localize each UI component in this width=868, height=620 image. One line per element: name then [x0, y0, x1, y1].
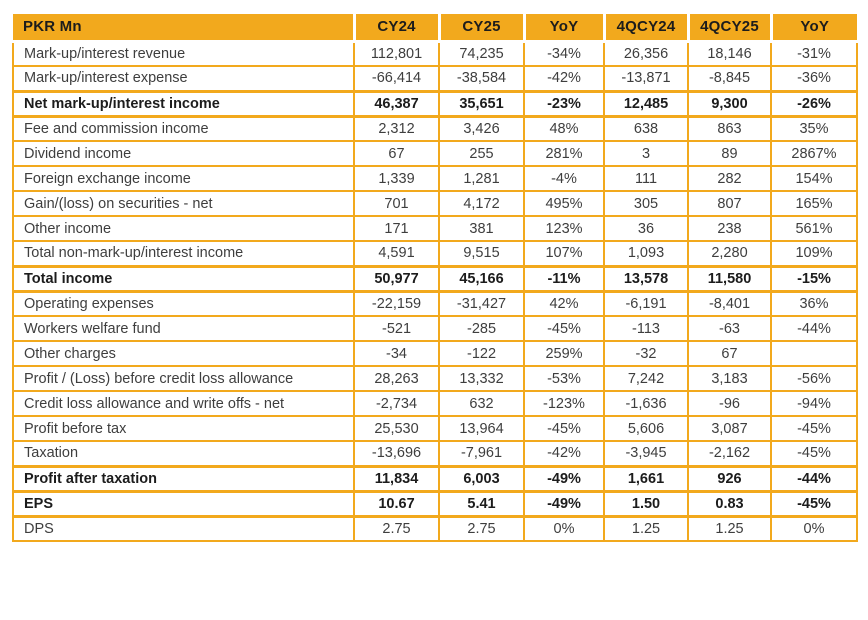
value-cell: 2,280	[688, 241, 771, 266]
table-row	[13, 466, 857, 491]
value-cell: -53%	[524, 366, 604, 391]
value-cell: -45%	[524, 316, 604, 341]
value-cell: -26%	[771, 91, 857, 116]
value-cell: 107%	[524, 241, 604, 266]
row-label: EPS	[13, 491, 354, 516]
value-cell: 165%	[771, 191, 857, 216]
value-cell: 36	[604, 216, 688, 241]
value-cell: 111	[604, 166, 688, 191]
value-cell: -38,584	[439, 66, 524, 91]
value-cell: 35,651	[439, 91, 524, 116]
value-cell: 1,339	[354, 166, 439, 191]
table-row	[13, 341, 857, 366]
value-cell: -122	[439, 341, 524, 366]
value-cell: 48%	[524, 116, 604, 141]
value-cell: 3,087	[688, 416, 771, 441]
row-label: Gain/(loss) on securities - net	[13, 191, 354, 216]
header-row	[13, 14, 857, 41]
table-row	[13, 416, 857, 441]
value-cell: -44%	[771, 466, 857, 491]
column-header-cell: 4QCY24	[604, 14, 688, 41]
value-cell: -2,162	[688, 441, 771, 466]
value-cell: 74,235	[439, 41, 524, 66]
value-cell: 2867%	[771, 141, 857, 166]
value-cell: -31%	[771, 41, 857, 66]
value-cell: 26,356	[604, 41, 688, 66]
table-row	[13, 66, 857, 91]
value-cell: 10.67	[354, 491, 439, 516]
value-cell: 67	[688, 341, 771, 366]
value-cell: 89	[688, 141, 771, 166]
value-cell: 5.41	[439, 491, 524, 516]
column-header-cell: CY25	[439, 14, 524, 41]
value-cell: 1,281	[439, 166, 524, 191]
value-cell: 0%	[524, 516, 604, 541]
value-cell: -521	[354, 316, 439, 341]
value-cell: -1,636	[604, 391, 688, 416]
table-row	[13, 216, 857, 241]
column-header-cell: 4QCY25	[688, 14, 771, 41]
value-cell: 13,578	[604, 266, 688, 291]
value-cell: -45%	[771, 441, 857, 466]
value-cell: -42%	[524, 441, 604, 466]
value-cell: -36%	[771, 66, 857, 91]
value-cell: -63	[688, 316, 771, 341]
value-cell: -11%	[524, 266, 604, 291]
value-cell: 863	[688, 116, 771, 141]
value-cell: -56%	[771, 366, 857, 391]
value-cell: 1.25	[604, 516, 688, 541]
column-header-cell: YoY	[524, 14, 604, 41]
value-cell: 1.50	[604, 491, 688, 516]
value-cell: -8,845	[688, 66, 771, 91]
value-cell: 0.83	[688, 491, 771, 516]
income-statement-table	[12, 14, 858, 542]
value-cell: 2,312	[354, 116, 439, 141]
value-cell: 381	[439, 216, 524, 241]
table-row	[13, 41, 857, 66]
value-cell: 282	[688, 166, 771, 191]
row-label: Mark-up/interest revenue	[13, 41, 354, 66]
table-row	[13, 241, 857, 266]
row-label: Taxation	[13, 441, 354, 466]
value-cell: 9,300	[688, 91, 771, 116]
value-cell	[771, 341, 857, 366]
row-label: Profit after taxation	[13, 466, 354, 491]
value-cell: 11,834	[354, 466, 439, 491]
row-label: Profit / (Loss) before credit loss allowance	[13, 366, 354, 391]
value-cell: 5,606	[604, 416, 688, 441]
table-row	[13, 266, 857, 291]
value-cell: -285	[439, 316, 524, 341]
value-cell: 701	[354, 191, 439, 216]
row-label: Profit before tax	[13, 416, 354, 441]
value-cell: 0%	[771, 516, 857, 541]
value-cell: -49%	[524, 466, 604, 491]
value-cell: -15%	[771, 266, 857, 291]
table-row	[13, 391, 857, 416]
table-row	[13, 316, 857, 341]
value-cell: -44%	[771, 316, 857, 341]
table-row	[13, 366, 857, 391]
value-cell: 255	[439, 141, 524, 166]
value-cell: 2.75	[439, 516, 524, 541]
value-cell: 13,964	[439, 416, 524, 441]
value-cell: -22,159	[354, 291, 439, 316]
value-cell: -31,427	[439, 291, 524, 316]
value-cell: 638	[604, 116, 688, 141]
value-cell: -49%	[524, 491, 604, 516]
value-cell: 13,332	[439, 366, 524, 391]
row-label: Other charges	[13, 341, 354, 366]
value-cell: -13,871	[604, 66, 688, 91]
value-cell: -45%	[771, 416, 857, 441]
row-label: Net mark-up/interest income	[13, 91, 354, 116]
unit-header-cell: PKR Mn	[13, 14, 354, 41]
value-cell: 18,146	[688, 41, 771, 66]
value-cell: 67	[354, 141, 439, 166]
value-cell: -7,961	[439, 441, 524, 466]
value-cell: 807	[688, 191, 771, 216]
value-cell: 123%	[524, 216, 604, 241]
row-label: Other income	[13, 216, 354, 241]
value-cell: 25,530	[354, 416, 439, 441]
value-cell: -23%	[524, 91, 604, 116]
value-cell: 154%	[771, 166, 857, 191]
table-row	[13, 166, 857, 191]
table-row	[13, 191, 857, 216]
row-label: Total non-mark-up/interest income	[13, 241, 354, 266]
value-cell: -34	[354, 341, 439, 366]
value-cell: 259%	[524, 341, 604, 366]
value-cell: 561%	[771, 216, 857, 241]
column-header-cell: CY24	[354, 14, 439, 41]
value-cell: 495%	[524, 191, 604, 216]
column-header-cell: YoY	[771, 14, 857, 41]
value-cell: 12,485	[604, 91, 688, 116]
row-label: Foreign exchange income	[13, 166, 354, 191]
value-cell: -32	[604, 341, 688, 366]
value-cell: 305	[604, 191, 688, 216]
value-cell: 9,515	[439, 241, 524, 266]
table-row	[13, 441, 857, 466]
value-cell: 42%	[524, 291, 604, 316]
value-cell: 46,387	[354, 91, 439, 116]
value-cell: -13,696	[354, 441, 439, 466]
value-cell: -3,945	[604, 441, 688, 466]
value-cell: -96	[688, 391, 771, 416]
value-cell: 1,661	[604, 466, 688, 491]
row-label: Operating expenses	[13, 291, 354, 316]
value-cell: -66,414	[354, 66, 439, 91]
value-cell: -34%	[524, 41, 604, 66]
value-cell: -4%	[524, 166, 604, 191]
value-cell: 1,093	[604, 241, 688, 266]
table-row	[13, 516, 857, 541]
value-cell: 3	[604, 141, 688, 166]
value-cell: 6,003	[439, 466, 524, 491]
row-label: Mark-up/interest expense	[13, 66, 354, 91]
value-cell: -123%	[524, 391, 604, 416]
value-cell: 2.75	[354, 516, 439, 541]
table-row	[13, 141, 857, 166]
table-body	[13, 41, 857, 541]
value-cell: 11,580	[688, 266, 771, 291]
value-cell: 7,242	[604, 366, 688, 391]
value-cell: -42%	[524, 66, 604, 91]
value-cell: -94%	[771, 391, 857, 416]
table-row	[13, 91, 857, 116]
table-row	[13, 116, 857, 141]
value-cell: 281%	[524, 141, 604, 166]
value-cell: 926	[688, 466, 771, 491]
row-label: Total income	[13, 266, 354, 291]
value-cell: -45%	[771, 491, 857, 516]
value-cell: -45%	[524, 416, 604, 441]
row-label: Credit loss allowance and write offs - net	[13, 391, 354, 416]
value-cell: 3,183	[688, 366, 771, 391]
value-cell: -6,191	[604, 291, 688, 316]
table-row	[13, 291, 857, 316]
row-label: Fee and commission income	[13, 116, 354, 141]
value-cell: 28,263	[354, 366, 439, 391]
value-cell: 45,166	[439, 266, 524, 291]
table-row	[13, 491, 857, 516]
value-cell: 4,591	[354, 241, 439, 266]
value-cell: 35%	[771, 116, 857, 141]
row-label: Dividend income	[13, 141, 354, 166]
value-cell: 3,426	[439, 116, 524, 141]
value-cell: 238	[688, 216, 771, 241]
value-cell: 171	[354, 216, 439, 241]
value-cell: 112,801	[354, 41, 439, 66]
value-cell: 632	[439, 391, 524, 416]
value-cell: 4,172	[439, 191, 524, 216]
value-cell: 36%	[771, 291, 857, 316]
row-label: DPS	[13, 516, 354, 541]
value-cell: 109%	[771, 241, 857, 266]
value-cell: -113	[604, 316, 688, 341]
value-cell: 50,977	[354, 266, 439, 291]
value-cell: 1.25	[688, 516, 771, 541]
value-cell: -2,734	[354, 391, 439, 416]
row-label: Workers welfare fund	[13, 316, 354, 341]
value-cell: -8,401	[688, 291, 771, 316]
